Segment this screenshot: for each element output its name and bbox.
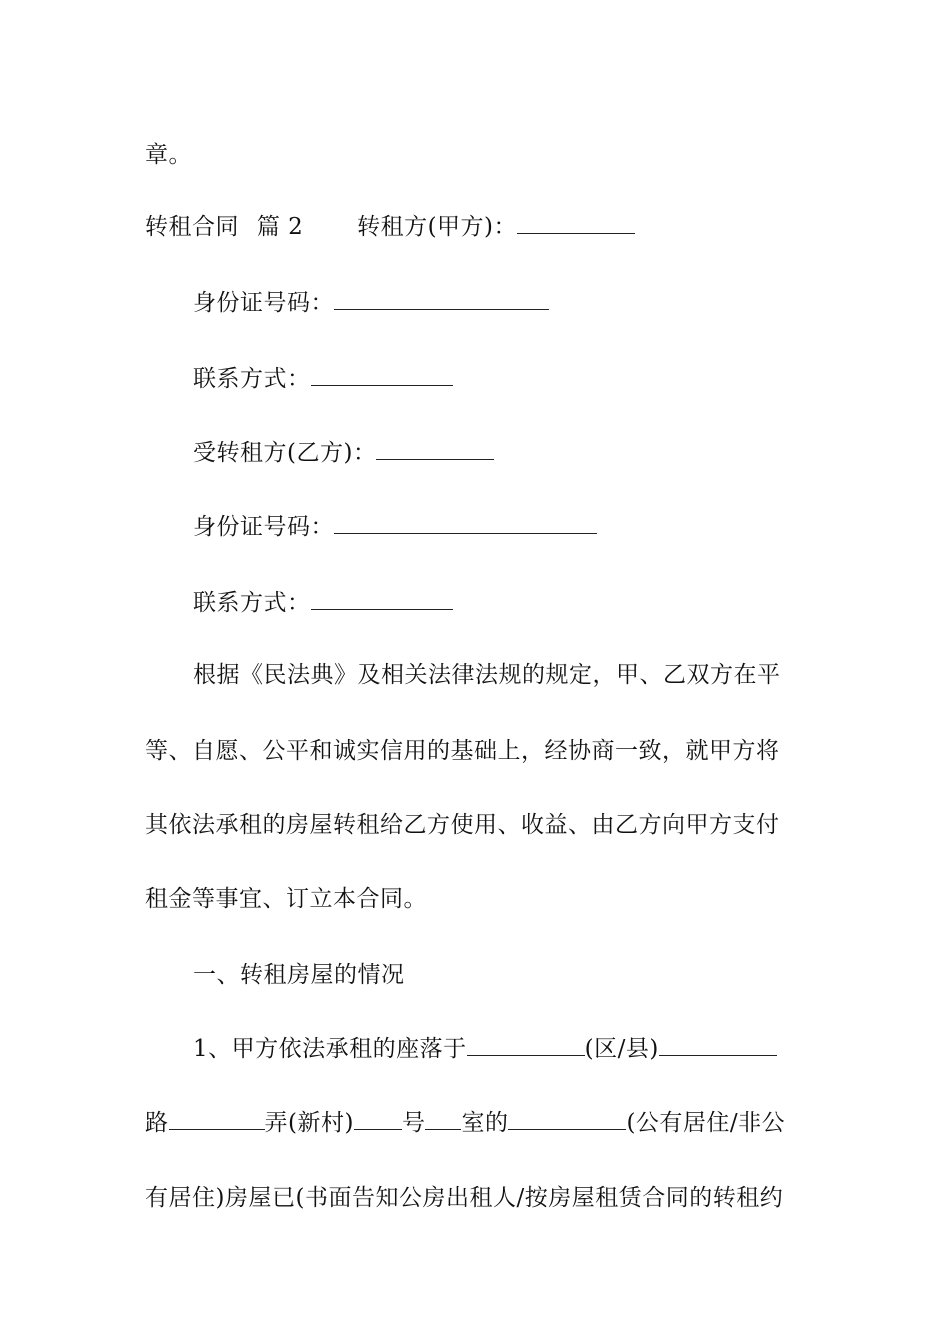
party-a-label: 转租方(甲方)：	[357, 214, 518, 240]
text-line	[145, 140, 192, 170]
paragraph-text: 等、自愿、公平和诚实信用的基础上，经协商一致，就甲方将	[145, 738, 780, 764]
section-heading	[193, 960, 405, 990]
clause-text: 号	[401, 1110, 426, 1136]
text-line-heading	[145, 212, 635, 242]
paragraph-text: 租金等事宜、订立本合同。	[145, 886, 427, 912]
clause-text: (区/县)	[584, 1036, 659, 1062]
blank-field	[334, 289, 549, 310]
clause-line	[145, 1108, 785, 1138]
blank-field	[334, 513, 597, 534]
text-line	[193, 438, 494, 468]
line-text: 章。	[145, 142, 192, 168]
blank-field	[467, 1035, 585, 1056]
paragraph-line	[193, 660, 781, 690]
contact-label: 联系方式：	[193, 590, 311, 616]
blank-field	[354, 1109, 402, 1130]
paragraph-line	[145, 884, 427, 914]
blank-field	[311, 589, 453, 610]
clause-line	[145, 1183, 783, 1213]
text-line	[193, 364, 453, 394]
party-b-label: 受转租方(乙方)：	[193, 440, 377, 466]
blank-field	[169, 1109, 265, 1130]
clause-text: 室的	[461, 1110, 509, 1136]
section-label: 篇 2	[256, 214, 304, 240]
clause-text: 1、甲方依法承租的座落于	[193, 1036, 467, 1062]
paragraph-line	[145, 810, 780, 840]
clause-line	[193, 1034, 777, 1064]
blank-field	[425, 1109, 461, 1130]
paragraph-text: 其依法承租的房屋转租给乙方使用、收益、由乙方向甲方支付	[145, 812, 780, 838]
paragraph-text: 根据《民法典》及相关法律法规的规定，甲、乙双方在平	[193, 662, 781, 688]
clause-text: (公有居住/非公	[626, 1110, 786, 1136]
text-line	[193, 588, 453, 618]
text-line	[193, 512, 597, 542]
id-number-label: 身份证号码：	[193, 290, 334, 316]
blank-field	[508, 1109, 626, 1130]
blank-field	[517, 213, 635, 234]
blank-field	[376, 439, 494, 460]
clause-text: 路	[145, 1110, 169, 1136]
paragraph-line	[145, 736, 780, 766]
contact-label: 联系方式：	[193, 366, 311, 392]
clause-text: 弄(新村)	[264, 1110, 354, 1136]
blank-field	[659, 1035, 777, 1056]
text-line	[193, 288, 549, 318]
section-heading-text: 一、转租房屋的情况	[193, 962, 405, 988]
id-number-label: 身份证号码：	[193, 514, 334, 540]
contract-title: 转租合同	[145, 214, 239, 240]
blank-field	[311, 365, 453, 386]
clause-text: 有居住)房屋已(书面告知公房出租人/按房屋租赁合同的转租约	[145, 1185, 784, 1211]
